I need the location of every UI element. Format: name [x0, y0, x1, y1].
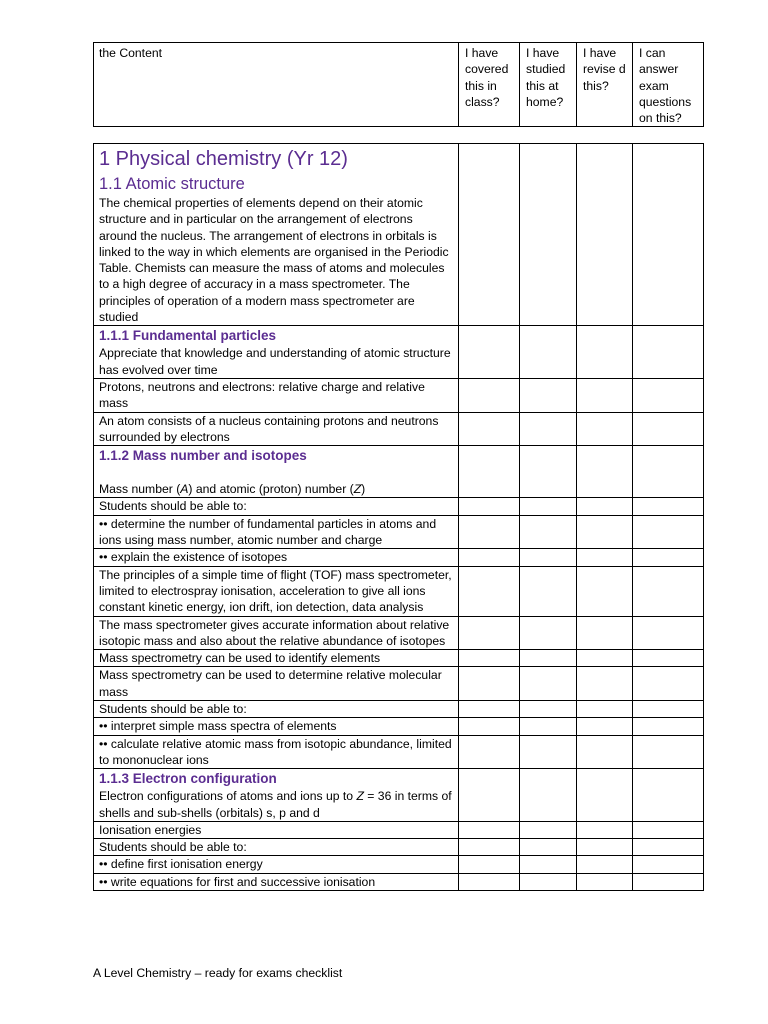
tick-cell[interactable] — [520, 378, 577, 412]
table-row — [94, 873, 704, 890]
table-row — [94, 650, 704, 667]
tick-cell[interactable] — [633, 498, 704, 515]
row-text: Electron configurations of atoms and ions up to Z = 36 in terms of shells and sub-shells (orbitals) s, p and d — [99, 789, 452, 820]
content-cell: Mass spectrometry can be used to determine relative molecular mass — [94, 667, 459, 701]
tick-cell[interactable] — [577, 701, 633, 718]
tick-cell[interactable] — [520, 650, 577, 667]
page-footer: A Level Chemistry – ready for exams checklist — [93, 966, 343, 980]
checklist-header-table — [93, 42, 704, 127]
tick-cell[interactable] — [459, 144, 520, 326]
tick-cell[interactable] — [633, 412, 704, 446]
tick-cell[interactable] — [520, 769, 577, 822]
table-row — [94, 735, 704, 769]
checklist-table — [93, 143, 704, 891]
tick-cell[interactable] — [459, 616, 520, 650]
topic-title: 1.1.2 Mass number and isotopes — [99, 448, 307, 464]
table-row — [94, 769, 704, 822]
tick-cell[interactable] — [459, 839, 520, 856]
tick-cell[interactable] — [577, 616, 633, 650]
table-row — [94, 718, 704, 735]
tick-cell[interactable] — [577, 839, 633, 856]
content-cell: Protons, neutrons and electrons: relative charge and relative mass — [94, 378, 459, 412]
table-row — [94, 378, 704, 412]
tick-cell[interactable] — [577, 856, 633, 873]
row-text: Mass number (A) and atomic (proton) number (Z) — [99, 482, 366, 497]
tick-cell[interactable] — [459, 566, 520, 616]
tick-cell[interactable] — [520, 326, 577, 379]
tick-cell[interactable] — [459, 873, 520, 890]
content-cell: Mass spectrometry can be used to identify elements — [94, 650, 459, 667]
tick-cell[interactable] — [459, 498, 520, 515]
content-cell: •• calculate relative atomic mass from isotopic abundance, limited to mononuclear ions — [94, 735, 459, 769]
tick-cell[interactable] — [633, 446, 704, 498]
exam-questions-column-header: I can answer exam questions on this? — [633, 43, 704, 127]
content-cell: Students should be able to: — [94, 839, 459, 856]
revised-column-header: I have revise d this? — [577, 43, 633, 127]
tick-cell[interactable] — [633, 667, 704, 701]
tick-cell[interactable] — [577, 446, 633, 498]
tick-cell[interactable] — [520, 446, 577, 498]
tick-cell[interactable] — [577, 769, 633, 822]
tick-cell[interactable] — [577, 735, 633, 769]
tick-cell[interactable] — [633, 821, 704, 838]
tick-cell[interactable] — [577, 498, 633, 515]
section-cell — [94, 144, 459, 326]
tick-cell[interactable] — [459, 326, 520, 379]
covered-in-class-column-header: I have covered this in class? — [459, 43, 520, 127]
tick-cell[interactable] — [633, 144, 704, 326]
tick-cell[interactable] — [520, 412, 577, 446]
tick-cell[interactable] — [459, 515, 520, 549]
tick-cell[interactable] — [459, 378, 520, 412]
subsection-title: 1.1 Atomic structure — [99, 175, 245, 193]
tick-cell[interactable] — [520, 667, 577, 701]
table-row — [94, 412, 704, 446]
tick-cell[interactable] — [577, 650, 633, 667]
tick-cell[interactable] — [520, 549, 577, 566]
content-cell: The mass spectrometer gives accurate information about relative isotopic mass and also about the relative abundance of isotopes — [94, 616, 459, 650]
content-cell: •• define first ionisation energy — [94, 856, 459, 873]
tick-cell[interactable] — [633, 769, 704, 822]
tick-cell[interactable] — [633, 839, 704, 856]
tick-cell[interactable] — [577, 821, 633, 838]
table-row — [94, 701, 704, 718]
tick-cell[interactable] — [633, 378, 704, 412]
tick-cell[interactable] — [520, 821, 577, 838]
tick-cell[interactable] — [577, 718, 633, 735]
tick-cell[interactable] — [520, 566, 577, 616]
table-row — [94, 515, 704, 549]
content-cell: The principles of a simple time of flight (TOF) mass spectrometer, limited to electrospray ionisation, acceleration to give all ions constant kinetic energy, ion drift, ion detection, data analysis — [94, 566, 459, 616]
content-cell: •• write equations for first and successive ionisation — [94, 873, 459, 890]
table-row — [94, 446, 704, 498]
table-row — [94, 549, 704, 566]
content-cell: Students should be able to: — [94, 701, 459, 718]
subsection-intro: The chemical properties of elements depend on their atomic structure and in particular on the arrangement of electrons around the nucleus. The arrangement of electrons in orbitals is linked to the way in which elements are organised in the Periodic Table. Chemists can measure the mass of atoms and molecules to a high degree of accuracy in a mass spectrometer. The principles of operation of a modern mass spectrometer are studied — [99, 196, 449, 325]
table-row — [94, 821, 704, 838]
tick-cell[interactable] — [459, 412, 520, 446]
topic-title: 1.1.1 Fundamental particles — [99, 328, 277, 344]
tick-cell[interactable] — [577, 378, 633, 412]
tick-cell[interactable] — [459, 650, 520, 667]
tick-cell[interactable] — [633, 650, 704, 667]
tick-cell[interactable] — [520, 498, 577, 515]
tick-cell[interactable] — [577, 412, 633, 446]
tick-cell[interactable] — [633, 718, 704, 735]
tick-cell[interactable] — [577, 549, 633, 566]
table-row — [94, 856, 704, 873]
content-cell — [94, 446, 459, 498]
tick-cell[interactable] — [633, 873, 704, 890]
tick-cell[interactable] — [459, 549, 520, 566]
tick-cell[interactable] — [633, 616, 704, 650]
content-cell: An atom consists of a nucleus containing protons and neutrons surrounded by electrons — [94, 412, 459, 446]
table-row — [94, 144, 704, 326]
tick-cell[interactable] — [633, 735, 704, 769]
content-cell: Students should be able to: — [94, 498, 459, 515]
tick-cell[interactable] — [577, 873, 633, 890]
tick-cell[interactable] — [633, 326, 704, 379]
tick-cell[interactable] — [577, 566, 633, 616]
table-row — [94, 616, 704, 650]
tick-cell[interactable] — [459, 856, 520, 873]
header-row — [94, 43, 704, 127]
tick-cell[interactable] — [633, 566, 704, 616]
tick-cell[interactable] — [633, 856, 704, 873]
tick-cell[interactable] — [577, 667, 633, 701]
tick-cell[interactable] — [520, 515, 577, 549]
table-row — [94, 498, 704, 515]
table-row — [94, 566, 704, 616]
tick-cell[interactable] — [520, 856, 577, 873]
tick-cell[interactable] — [520, 718, 577, 735]
table-row — [94, 839, 704, 856]
tick-cell[interactable] — [633, 549, 704, 566]
content-cell: Ionisation energies — [94, 821, 459, 838]
tick-cell[interactable] — [520, 873, 577, 890]
tick-cell[interactable] — [577, 515, 633, 549]
tick-cell[interactable] — [577, 144, 633, 326]
tick-cell[interactable] — [633, 515, 704, 549]
tick-cell[interactable] — [577, 326, 633, 379]
content-column-header: the Content — [94, 43, 459, 127]
section-title: 1 Physical chemistry (Yr 12) — [99, 148, 348, 170]
content-cell — [94, 326, 459, 379]
content-cell — [94, 769, 459, 822]
topic-title: 1.1.3 Electron configuration — [99, 771, 277, 787]
content-cell: •• explain the existence of isotopes — [94, 549, 459, 566]
tick-cell[interactable] — [520, 735, 577, 769]
table-row — [94, 667, 704, 701]
tick-cell[interactable] — [520, 839, 577, 856]
tick-cell[interactable] — [459, 769, 520, 822]
tick-cell[interactable] — [459, 446, 520, 498]
tick-cell[interactable] — [633, 701, 704, 718]
tick-cell[interactable] — [520, 144, 577, 326]
tick-cell[interactable] — [459, 701, 520, 718]
studied-at-home-column-header: I have studied this at home? — [520, 43, 577, 127]
content-cell: •• determine the number of fundamental particles in atoms and ions using mass number, atomic number and charge — [94, 515, 459, 549]
row-text: Appreciate that knowledge and understanding of atomic structure has evolved over time — [99, 346, 451, 377]
tick-cell[interactable] — [520, 616, 577, 650]
content-cell: •• interpret simple mass spectra of elements — [94, 718, 459, 735]
tick-cell[interactable] — [459, 735, 520, 769]
tick-cell[interactable] — [520, 701, 577, 718]
tick-cell[interactable] — [459, 821, 520, 838]
tick-cell[interactable] — [459, 718, 520, 735]
table-row — [94, 326, 704, 379]
tick-cell[interactable] — [459, 667, 520, 701]
